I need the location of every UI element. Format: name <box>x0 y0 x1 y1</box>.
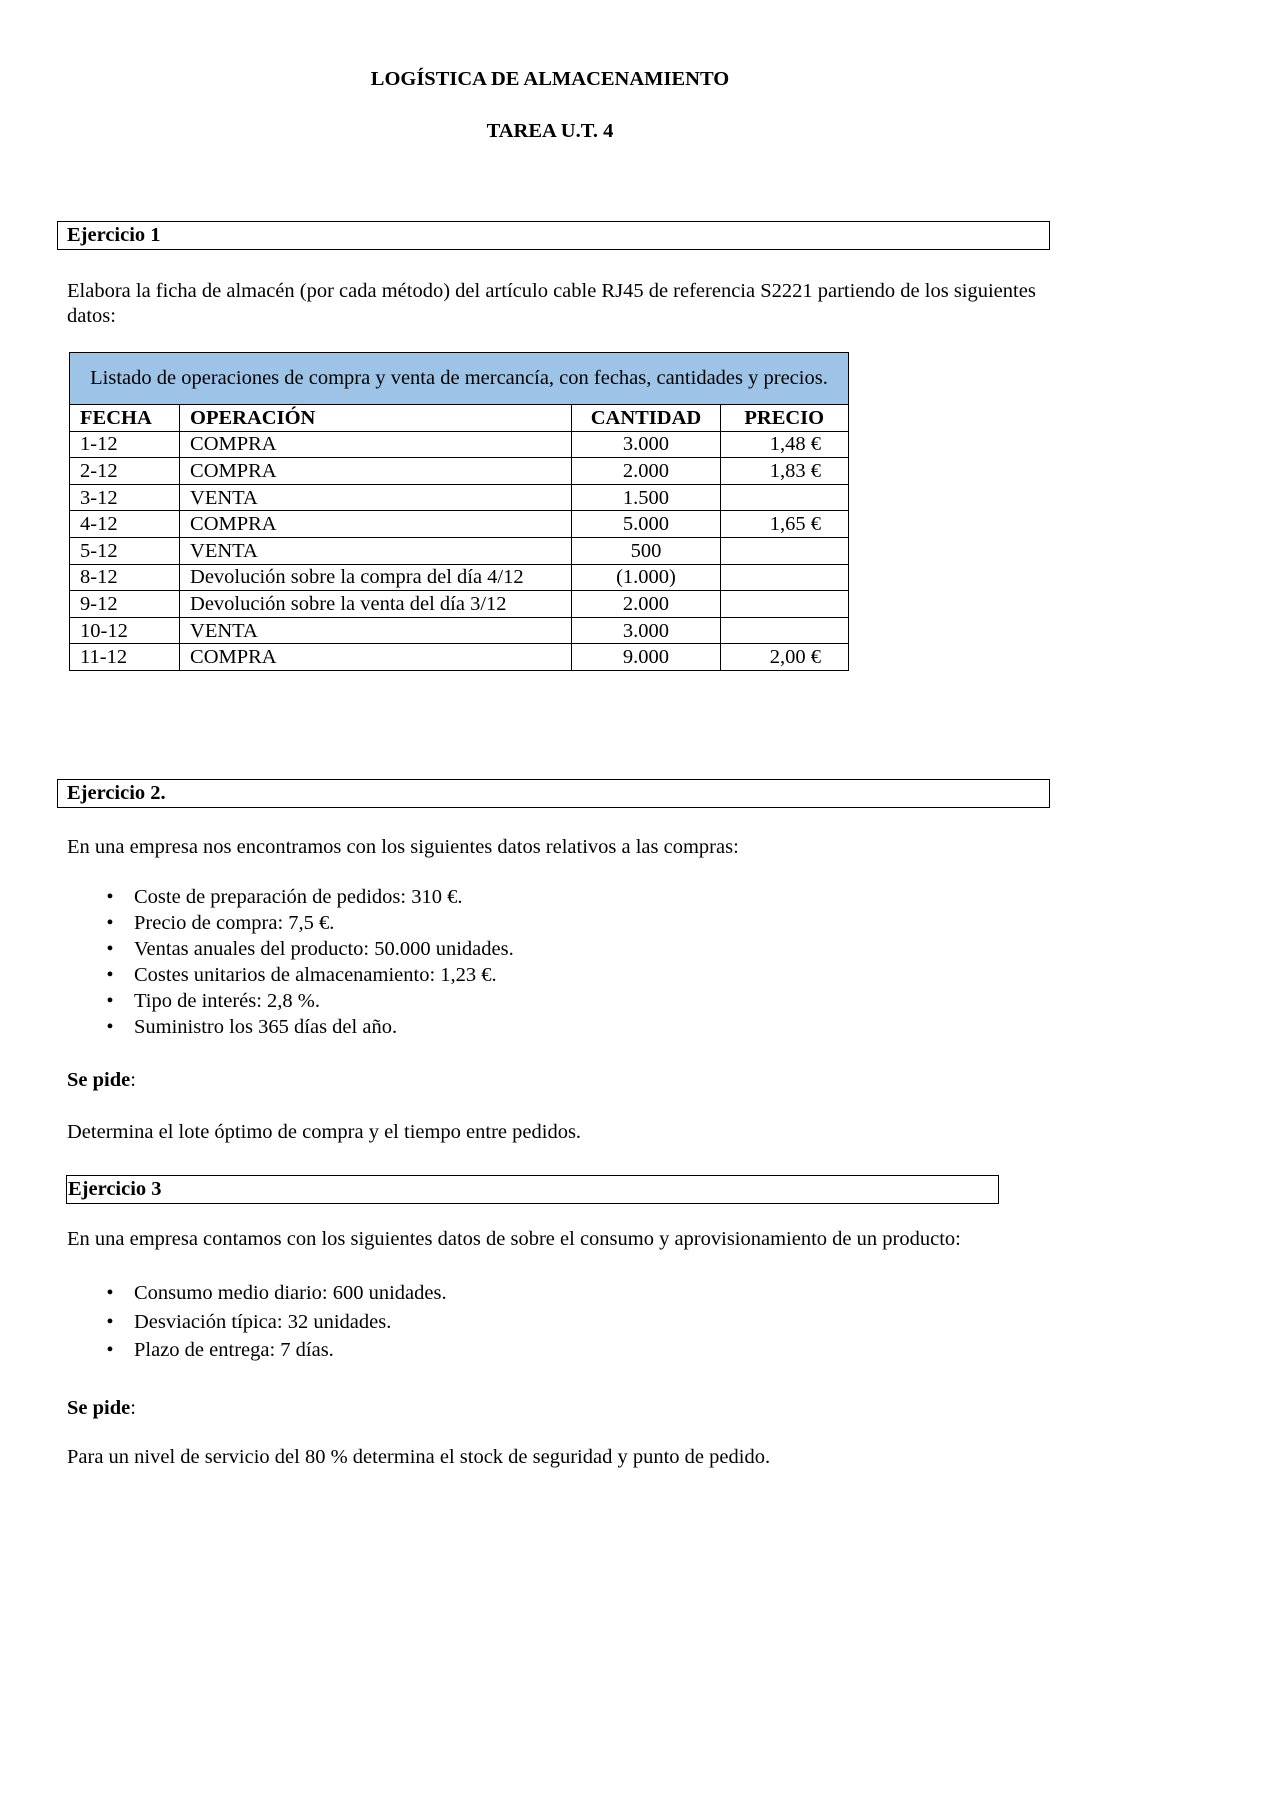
list-item <box>100 884 1000 910</box>
cell-fecha: 9-12 <box>70 591 180 618</box>
cell-operacion: COMPRA <box>180 458 572 485</box>
page-subtitle: TAREA U.T. 4 <box>486 120 614 142</box>
list-item <box>100 988 1000 1014</box>
table-row <box>70 537 849 564</box>
list-item <box>100 1279 1000 1308</box>
exercise-3-intro: En una empresa contamos con los siguientes datos de sobre el consumo y aprovisionamiento de un producto: <box>67 1228 961 1250</box>
exercise-2-se-pide <box>67 1068 1047 1093</box>
cell-operacion: COMPRA <box>180 511 572 538</box>
bullet-icon: • <box>106 912 114 934</box>
exercise-3-data-list <box>100 1279 1000 1365</box>
cell-operacion: VENTA <box>180 484 572 511</box>
table-row <box>70 564 849 591</box>
page-title: LOGÍSTICA DE ALMACENAMIENTO <box>370 68 730 90</box>
cell-precio: 1,83 € <box>720 458 849 485</box>
list-item-text: Coste de preparación de pedidos: 310 €. <box>134 886 463 908</box>
exercise-2-heading: Ejercicio 2. <box>57 779 1050 808</box>
bullet-icon: • <box>106 1310 114 1333</box>
cell-fecha: 4-12 <box>70 511 180 538</box>
cell-operacion: Devolución sobre la venta del día 3/12 <box>180 591 572 618</box>
se-pide-colon: : <box>130 1069 136 1091</box>
cell-precio <box>720 537 849 564</box>
cell-precio <box>720 564 849 591</box>
exercise-1-intro: Elabora la ficha de almacén (por cada método) del artículo cable RJ45 de referencia S2221 partiendo de los siguientes datos: <box>67 280 1036 327</box>
cell-cantidad: 3.000 <box>572 431 720 458</box>
cell-operacion: COMPRA <box>180 644 572 671</box>
cell-fecha: 10-12 <box>70 617 180 644</box>
column-header-operacion: OPERACIÓN <box>180 405 572 432</box>
list-item-text: Precio de compra: 7,5 €. <box>134 912 335 934</box>
column-header-precio: PRECIO <box>720 405 849 432</box>
cell-operacion: COMPRA <box>180 431 572 458</box>
cell-fecha: 5-12 <box>70 537 180 564</box>
cell-precio: 2,00 € <box>720 644 849 671</box>
cell-cantidad: 2.000 <box>572 591 720 618</box>
cell-precio <box>720 484 849 511</box>
bullet-icon: • <box>106 964 114 986</box>
se-pide-label: Se pide <box>67 1397 131 1419</box>
exercise-2-intro: En una empresa nos encontramos con los siguientes datos relativos a las compras: <box>67 836 739 858</box>
table-row <box>70 458 849 485</box>
operations-table <box>69 352 849 671</box>
table-row <box>70 484 849 511</box>
list-item <box>100 962 1000 988</box>
cell-cantidad: 1.500 <box>572 484 720 511</box>
se-pide-label: Se pide <box>67 1069 131 1091</box>
cell-cantidad: 2.000 <box>572 458 720 485</box>
cell-fecha: 11-12 <box>70 644 180 671</box>
list-item-text: Suministro los 365 días del año. <box>134 1016 398 1038</box>
list-item <box>100 1308 1000 1337</box>
table-caption: Listado de operaciones de compra y venta de mercancía, con fechas, cantidades y precios. <box>70 353 849 405</box>
bullet-icon: • <box>106 1282 114 1304</box>
exercise-2-task: Determina el lote óptimo de compra y el tiempo entre pedidos. <box>67 1121 582 1143</box>
cell-cantidad: 9.000 <box>572 644 720 671</box>
exercise-3-se-pide <box>67 1396 1047 1421</box>
cell-cantidad: 5.000 <box>572 511 720 538</box>
cell-cantidad: 500 <box>572 537 720 564</box>
exercise-3-task: Para un nivel de servicio del 80 % determina el stock de seguridad y punto de pedido. <box>67 1446 771 1468</box>
cell-precio: 1,65 € <box>720 511 849 538</box>
cell-fecha: 2-12 <box>70 458 180 485</box>
list-item <box>100 1336 1000 1365</box>
table-row <box>70 617 849 644</box>
list-item <box>100 936 1000 962</box>
table-row <box>70 511 849 538</box>
cell-precio <box>720 591 849 618</box>
cell-fecha: 3-12 <box>70 484 180 511</box>
table-row <box>70 591 849 618</box>
exercise-3-heading: Ejercicio 3 <box>66 1175 999 1204</box>
list-item-text: Consumo medio diario: 600 unidades. <box>134 1282 447 1304</box>
cell-operacion: VENTA <box>180 617 572 644</box>
table-row <box>70 431 849 458</box>
table-row <box>70 644 849 671</box>
list-item-text: Plazo de entrega: 7 días. <box>134 1339 334 1361</box>
exercise-1-heading: Ejercicio 1 <box>57 221 1050 250</box>
cell-operacion: Devolución sobre la compra del día 4/12 <box>180 564 572 591</box>
column-header-cantidad: CANTIDAD <box>572 405 720 432</box>
list-item-text: Ventas anuales del producto: 50.000 unidades. <box>134 938 514 960</box>
bullet-icon: • <box>106 1339 114 1361</box>
bullet-icon: • <box>106 938 114 960</box>
bullet-icon: • <box>106 990 114 1012</box>
cell-fecha: 8-12 <box>70 564 180 591</box>
bullet-icon: • <box>106 1016 114 1038</box>
cell-precio <box>720 617 849 644</box>
list-item-text: Costes unitarios de almacenamiento: 1,23 €. <box>134 964 497 986</box>
cell-cantidad: 3.000 <box>572 617 720 644</box>
list-item-text: Tipo de interés: 2,8 %. <box>134 990 321 1012</box>
se-pide-colon: : <box>130 1397 136 1419</box>
list-item <box>100 1014 1000 1040</box>
cell-operacion: VENTA <box>180 537 572 564</box>
list-item-text: Desviación típica: 32 unidades. <box>134 1310 392 1333</box>
bullet-icon: • <box>106 886 114 908</box>
cell-fecha: 1-12 <box>70 431 180 458</box>
cell-cantidad: (1.000) <box>572 564 720 591</box>
column-header-fecha: FECHA <box>70 405 180 432</box>
list-item <box>100 910 1000 936</box>
exercise-2-data-list <box>100 884 1000 1040</box>
cell-precio: 1,48 € <box>720 431 849 458</box>
